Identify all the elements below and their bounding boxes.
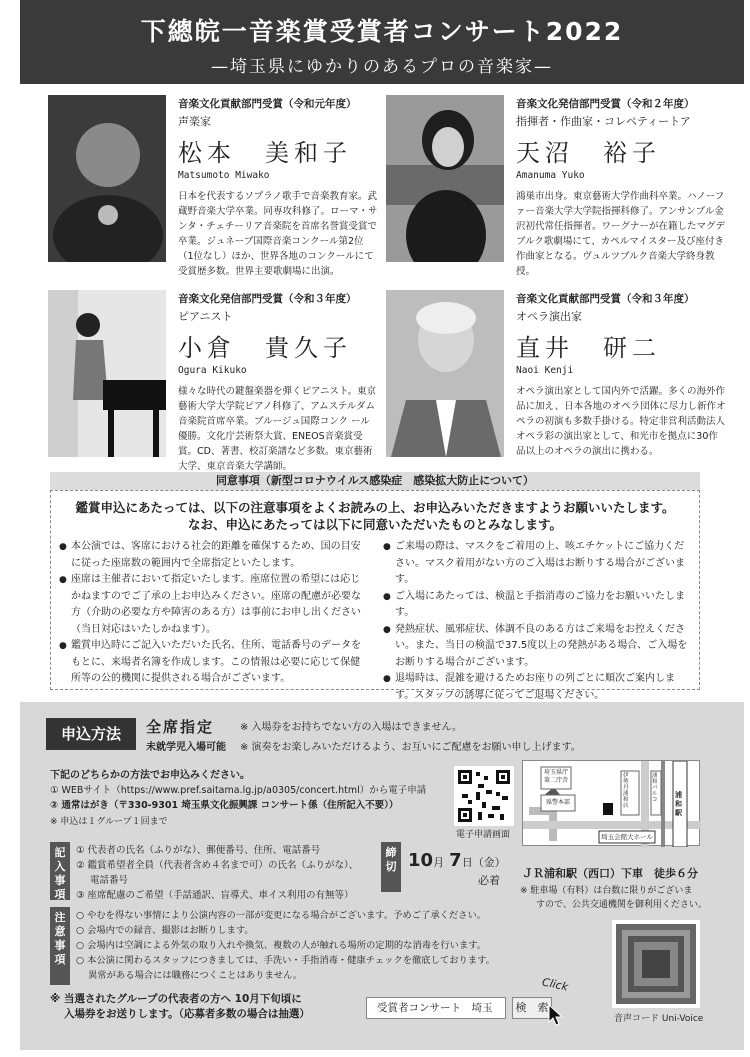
page-title: 下總皖一音楽賞受賞者コンサート2022 bbox=[140, 17, 624, 46]
deadline-day-unit: 日 bbox=[461, 856, 473, 869]
deadline-month-unit: 月 bbox=[433, 856, 445, 869]
group-note: ※ 申込は１グループ１回まで bbox=[50, 817, 168, 827]
seat-title: 全席指定 bbox=[146, 718, 215, 736]
page-subtitle: —埼玉県にゆかりのあるプロの音楽家— bbox=[211, 57, 553, 77]
notice-item: ● 本公演では、客席における社会的距離を確保するため、国の目安に従った座席数の範囲内で全席指定といたします。 bbox=[59, 539, 364, 572]
deadline-date bbox=[408, 850, 506, 871]
fill-label: 記入事項 bbox=[50, 842, 70, 900]
cursor-icon bbox=[548, 1004, 564, 1030]
performer-bio: 日本を代表するソプラノ歌手で音楽教育家。武蔵野音楽大学卒業。同専攻科修了。ローマ・サンタ・チェチーリア音楽院を首席名誉賞受賞で卒業。ジュネーブ国際音楽コンクール第2位（1位なし）ほか、世界各地のコンクールにて受賞歴多数。世界主要歌劇場に出演。 bbox=[178, 191, 378, 277]
performer-award: 音楽文化貢献部門受賞（令和元年度） bbox=[178, 98, 357, 110]
performer-name: 小倉 貴久子 bbox=[178, 334, 352, 362]
notice-item: ● 座席は主催者において指定いたします。座席位置の希望には応じかねますのでご了承の上お申込みください。座席の配慮が必要な方（介助の必要な方や障害のある方）は事前にお申し出ください（当日対応はいたしかねます）。 bbox=[59, 572, 364, 638]
caution-item: ○ 本公演に関わるスタッフにつきましては、手洗い・手指消毒・健康チェックを徹底しております。 bbox=[76, 955, 495, 966]
fill-item: ③ 座席配慮のご希望（手話通訳、盲導犬、車イス利用の有無等） bbox=[76, 890, 354, 901]
performer-award: 音楽文化発信部門受賞（令和３年度） bbox=[178, 293, 357, 305]
performer-award: 音楽文化発信部門受賞（令和２年度） bbox=[516, 98, 695, 110]
children-note: ※ 演奏をお楽しみいただけるよう、お互いにご配慮をお願い申し上げます。 bbox=[240, 742, 581, 753]
map-label-isetan: 伊勢丹浦和店 bbox=[623, 773, 629, 809]
caution-item: ○ 会場内は空調による外気の取り入れや換気、複数の人が触れる場所の定期的な消毒を行います。 bbox=[76, 940, 487, 951]
performer-card-amanuma bbox=[516, 96, 726, 279]
result-note-2: 入場券をお送りします。（応募者多数の場合は抽選） bbox=[64, 1008, 310, 1020]
notice-item: ● 鑑賞申込時にご記入いただいた氏名、住所、電話番号のデータをもとに、来場者名簿を作成します。この情報は必要に応じて保健所等の公的機関に提供される場合がございます。 bbox=[59, 638, 364, 688]
performer-award: 音楽文化貢献部門受賞（令和３年度） bbox=[516, 293, 695, 305]
map-label-station: 浦和駅 bbox=[675, 791, 682, 817]
performer-name: 直井 研二 bbox=[516, 334, 661, 362]
performer-name: 松本 美和子 bbox=[178, 139, 352, 167]
notice-title: 同意事項（新型コロナウイルス感染症 感染拡大防止について） bbox=[50, 472, 700, 490]
qr-code-web[interactable] bbox=[454, 766, 514, 826]
performer-photo-amanuma bbox=[386, 95, 504, 262]
deadline-month: 10 bbox=[408, 850, 434, 871]
caution-label: 注意事項 bbox=[50, 907, 70, 985]
caution-item: ○ 会場内での録音、撮影はお断りします。 bbox=[76, 925, 254, 936]
map-label-second-building: 第二庁舎 bbox=[543, 777, 568, 784]
voice-code bbox=[612, 920, 700, 1008]
performer-roman-name: Naoi Kenji bbox=[516, 365, 574, 376]
click-text: Click bbox=[540, 975, 570, 994]
performer-photo-naoi bbox=[386, 290, 504, 457]
notice-right-column bbox=[383, 539, 688, 704]
access-note-1: ※ 駐車場（有料）は台数に限りがございま bbox=[520, 886, 693, 896]
access-note-2: すので、公共交通機関を御利用ください。 bbox=[536, 900, 707, 910]
performer-photo-matsumoto bbox=[48, 95, 166, 262]
deadline-dow: （金） bbox=[472, 856, 506, 869]
performer-card-naoi bbox=[516, 291, 726, 459]
qr-web-label: 電子申請画面 bbox=[456, 830, 511, 840]
performer-roman-name: Amanuma Yuko bbox=[516, 170, 585, 181]
performer-role: オペラ演出家 bbox=[516, 310, 582, 323]
apply-label: 申込方法 bbox=[46, 718, 136, 750]
performer-card-matsumoto bbox=[178, 96, 378, 279]
fill-item: 電話番号 bbox=[90, 875, 129, 886]
result-note-1: ※ 当選されたグループの代表者の方へ 10月下旬頃に bbox=[50, 993, 302, 1005]
deadline-label: 締切 bbox=[381, 842, 401, 892]
voice-code-label: 音声コード Uni-Voice bbox=[614, 1014, 704, 1024]
access-map bbox=[522, 760, 700, 846]
fill-item: ① 代表者の氏名（ふりがな）、郵便番号、住所、電話番号 bbox=[76, 845, 321, 856]
performer-card-ogura bbox=[178, 291, 378, 474]
access-main: ＪＲ浦和駅（西口）下車 徒歩６分 bbox=[522, 867, 698, 880]
fill-item: ② 鑑賞希望者全員（代表者含め４名まで可）の氏名（ふりがな）、 bbox=[76, 860, 359, 871]
notice-item: ● ご入場にあたっては、検温と手指消毒のご協力をお願いいたします。 bbox=[383, 589, 688, 622]
performer-roman-name: Ogura Kikuko bbox=[178, 365, 247, 376]
method-postcard: ② 通常はがき（〒330-9301 埼玉県文化振興課 コンサート係（住所記入不要）） bbox=[50, 800, 399, 811]
deadline-note: 必着 bbox=[478, 874, 500, 887]
performer-roman-name: Matsumoto Miwako bbox=[178, 170, 270, 181]
performer-bio: オペラ演出家として国内外で活躍。多くの海外作品に加え、日本各地のオペラ団体に尽力し新作オペラの初演も多数手掛ける。特定非営利活動法人オペラ彩の演出家として、和光市を拠点に30作品以上のオペラの演出に携わる。 bbox=[516, 386, 726, 457]
search-input[interactable]: 受賞者コンサート 埼玉 bbox=[366, 997, 506, 1019]
caution-item: 異常がある場合には職務につくことはありません。 bbox=[88, 970, 303, 981]
map-label-parco: 浦和パルコ bbox=[652, 773, 658, 803]
performer-role: 声楽家 bbox=[178, 115, 211, 128]
performer-photo-ogura bbox=[48, 290, 166, 457]
methods-intro: 下記のどちらかの方法でお申込みください。 bbox=[50, 770, 250, 781]
performer-role: ピアニスト bbox=[178, 310, 233, 323]
notice-lead-1: 鑑賞申込にあたっては、以下の注意事項をよくお読みの上、お申込みいただきますようお願いいたします。 bbox=[75, 500, 675, 515]
notice-box bbox=[50, 490, 700, 701]
page-header bbox=[20, 0, 744, 84]
method-web: ① WEBサイト（https://www.pref.saitama.lg.jp/a0305/concert.html）から電子申請 bbox=[50, 785, 427, 796]
notice-item: ● ご来場の際は、マスクをご着用の上、咳エチケットにご協力ください。マスク着用がない方のご入場はお断りする場合がございます。 bbox=[383, 539, 688, 589]
performer-role: 指揮者・作曲家・コレペティートア bbox=[516, 115, 691, 128]
performer-bio: 様々な時代の鍵盤楽器を弾くピアニスト。東京藝術大学大学院ピアノ科修了、アムステルダム音楽院首席卒業。ブルージュ国際コンク ール優勝。文化庁芸術祭大賞、ENEOS音楽賞受賞。CD、著書、校訂楽譜など多数。東京藝術大学、東京音楽大学講師。 bbox=[178, 386, 377, 472]
map-label-pref-office: 埼玉県庁 bbox=[543, 769, 568, 776]
children-title: 未就学児入場可能 bbox=[146, 742, 226, 753]
caution-list bbox=[76, 908, 495, 983]
notice-lead-2: なお、申込にあたっては以下に同意いただいたものとみなします。 bbox=[187, 517, 562, 532]
notice-item: ● 退場時は、混雑を避けるためお座りの列ごとに順次ご案内します。スタッフの誘導に従ってご退場ください。 bbox=[383, 671, 688, 704]
map-label-police: 県警本部 bbox=[545, 799, 570, 806]
notice-item: ● 発熱症状、風邪症状、体調不良のある方はご来場をお控えください。また、当日の検温で37.5度以上の発熱がある場合、ご入場をお断りする場合がございます。 bbox=[383, 622, 688, 672]
notice-left-column bbox=[59, 539, 364, 688]
seat-note: ※ 入場券をお持ちでない方の入場はできません。 bbox=[240, 722, 463, 733]
map-label-hall: 埼玉会館大ホール bbox=[601, 833, 653, 841]
caution-item: ○ やむを得ない事情により公演内容の一部が変更になる場合がございます。予めご了承ください。 bbox=[76, 910, 487, 921]
deadline-day: 7 bbox=[449, 850, 462, 871]
performer-name: 天沼 裕子 bbox=[516, 139, 661, 167]
performer-bio: 鴻巣市出身。東京藝術大学作曲科卒業。ハノーファー音楽大学大学院指揮科修了。アンサンブル金沢初代常任指揮者。ワーグナーが在籍したマグデブルク歌劇場にて、カペルマイスター及び座付き作曲家となる。ヴュルツブルク音楽大学終身教授。 bbox=[516, 191, 726, 277]
search-button[interactable]: 検 索 bbox=[512, 997, 552, 1019]
